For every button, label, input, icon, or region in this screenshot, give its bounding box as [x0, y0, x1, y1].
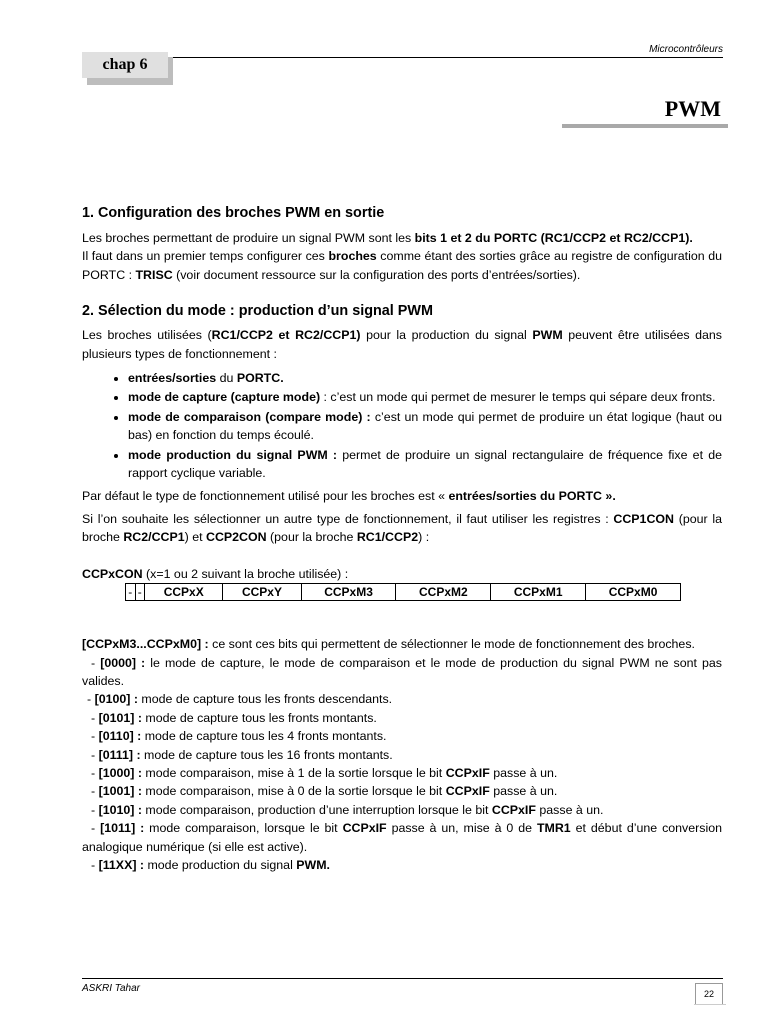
mode-line: - [1001] : mode comparaison, mise à 0 de la sortie lorsque le bit CCPxIF passe à un.: [91, 784, 558, 799]
section-1-paragraph-2: Il faut dans un premier temps configurer ces broches comme étant des sorties grâce au registre de configuration du PORTC : TRISC (voir document ressource sur la configuration des ports d’entrées/sorties).: [82, 249, 722, 282]
modes-bullet-list: [82, 369, 722, 482]
list-item: • entrées/sorties du PORTC.: [128, 369, 722, 387]
register-bit-cell: CCPxY: [223, 584, 301, 601]
default-mode-paragraph: Par défaut le type de fonctionnement utilisé pour les broches est « entrées/sorties du PORTC ».: [82, 489, 616, 504]
mode-line: - [11XX] : mode production du signal PWM.: [91, 857, 330, 872]
register-bit-cell: -: [126, 584, 136, 601]
section-2-heading: 2. Sélection du mode : production d’un signal PWM: [82, 303, 433, 320]
mode-line: - [0101] : mode de capture tous les fronts montants.: [91, 710, 377, 725]
header-course: Microcontrôleurs: [649, 44, 723, 55]
mode-bits-description: [CCPxM3...CCPxM0] : ce sont ces bits qui permettent de sélectionner le mode de fonctionnement des broches.: [82, 637, 695, 652]
section-1-paragraph-1: Les broches permettant de produire un signal PWM sont les bits 1 et 2 du PORTC (RC1/CCP2 et RC2/CCP1).: [82, 231, 693, 245]
register-bit-cell: CCPxM2: [396, 584, 491, 601]
mode-line: - [1010] : mode comparaison, production d’une interruption lorsque le bit CCPxIF passe à un.: [91, 802, 604, 817]
header-rule: [82, 57, 723, 58]
list-item: • mode de capture (capture mode) : c’est un mode qui permet de mesurer le temps qui sépare deux fronts.: [128, 388, 722, 406]
list-item: • mode production du signal PWM : permet de produire un signal rectangulaire de fréquence fixe et de rapport cyclique variable.: [128, 446, 722, 483]
register-title: CCPxCON (x=1 ou 2 suivant la broche utilisée) :: [82, 566, 349, 581]
page-number: 22: [695, 983, 723, 1004]
register-bit-cell: -: [135, 584, 145, 601]
registers-paragraph: Si l’on souhaite les sélectionner un autre type de fonctionnement, il faut utiliser les registres : CCP1CON (pour la broche RC2/CCP1) et CCP2CON (pour la broche RC1/CCP2) :: [82, 511, 722, 545]
ccpxcon-register-table: [125, 583, 681, 601]
mode-line: - [1000] : mode comparaison, mise à 1 de la sortie lorsque le bit CCPxIF passe à un.: [91, 765, 558, 780]
register-bit-cell: CCPxX: [145, 584, 223, 601]
list-item: • mode de comparaison (compare mode) : c’est un mode qui permet de produire un état logique (haut ou bas) en fonction du temps écoulé.: [128, 408, 722, 445]
register-bit-cell: CCPxM3: [301, 584, 396, 601]
mode-line: - [0110] : mode de capture tous les 4 fronts montants.: [91, 729, 387, 744]
mode-line: - [0111] : mode de capture tous les 16 fronts montants.: [91, 747, 393, 762]
footer-rule: [82, 978, 723, 979]
mode-line: - [0000] : le mode de capture, le mode de comparaison et le mode de production du signal PWM ne sont pas valides.: [82, 655, 722, 688]
footer-author: ASKRI Tahar: [82, 983, 140, 994]
register-bit-cell: CCPxM1: [491, 584, 586, 601]
document-body: [82, 203, 722, 874]
section-2-intro: Les broches utilisées (RC1/CCP2 et RC2/CCP1) pour la production du signal PWM peuvent être utilisées dans plusieurs types de fonctionnement :: [82, 328, 722, 361]
title-underline: [562, 124, 728, 128]
table-row: [126, 584, 681, 601]
register-bit-cell: CCPxM0: [586, 584, 681, 601]
page-title: PWM: [664, 96, 721, 121]
mode-line: - [1011] : mode comparaison, lorsque le bit CCPxIF passe à un, mise à 0 de TMR1 et début d’une conversion analogique numérique (si elle est active).: [82, 821, 722, 854]
mode-line: - [0100] : mode de capture tous les fronts descendants.: [87, 692, 393, 707]
section-1-heading: 1. Configuration des broches PWM en sortie: [82, 205, 385, 221]
chapter-badge: chap 6: [82, 52, 168, 78]
